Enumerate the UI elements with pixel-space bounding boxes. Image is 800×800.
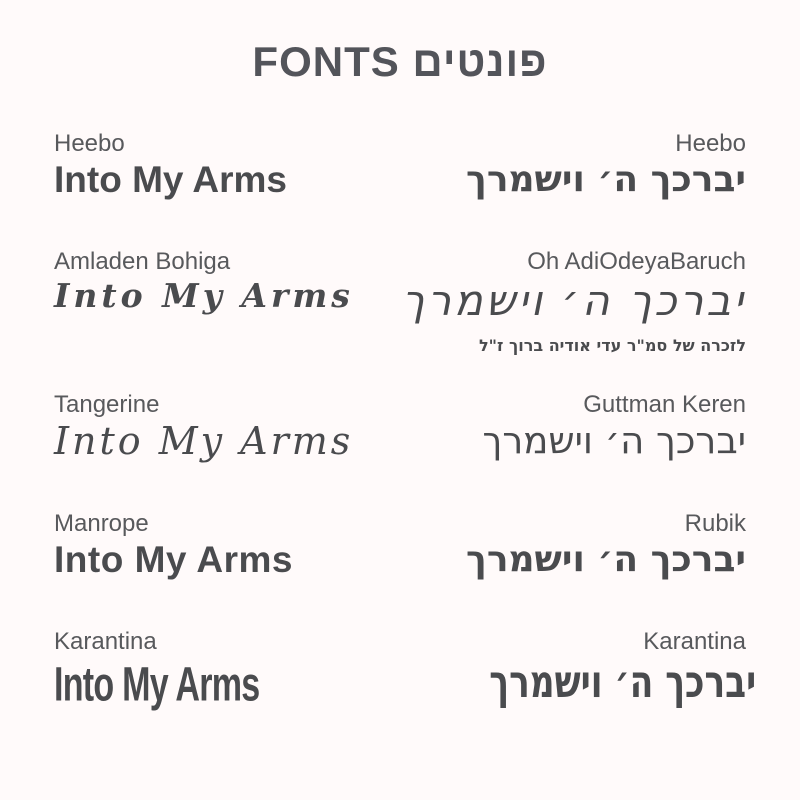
page-title: FONTS פונטים (252, 38, 548, 85)
font-sample-text: יברכך ה׳ וישמרך (482, 418, 746, 462)
font-sample-heebo-latin (54, 130, 287, 202)
font-row-tangerine-guttman (54, 391, 746, 464)
font-sample-manrope (54, 510, 293, 582)
font-name-label: Guttman Keren (583, 390, 746, 418)
font-sample-text: Into My Arms (54, 538, 293, 580)
font-row-manrope-rubik (54, 510, 746, 582)
font-sample-text: Into My Arms (54, 418, 354, 463)
font-name-label: Manrope (54, 510, 149, 538)
font-name-label: Karantina (54, 628, 157, 656)
font-sample-tangerine (54, 391, 353, 464)
font-sample-text: Into My Arms (54, 275, 354, 315)
font-sample-amladen-bohiga (54, 248, 354, 315)
font-name-label: Heebo (675, 130, 746, 157)
font-name-label: Amladen Bohiga (54, 247, 231, 275)
memorial-caption: לזכרה של סמ"ר עדי אודיה ברוך ז"ל (479, 335, 746, 355)
font-name-label: Karantina (643, 628, 746, 656)
font-sample-heebo-hebrew (466, 130, 746, 201)
font-sample-text: יברכך ה׳ וישמרך (466, 158, 746, 200)
font-sample-rubik (466, 510, 746, 581)
font-sample-text: יברכך ה׳ וישמרך (401, 275, 746, 325)
font-sample-guttman-keren (482, 391, 746, 463)
font-sample-text: יברכך ה׳ וישמרך (489, 655, 757, 708)
font-sample-text: Into My Arms (54, 656, 260, 711)
font-name-label: Tangerine (54, 390, 160, 418)
font-rows (54, 130, 757, 711)
font-sample-text: יברכך ה׳ וישמרך (466, 538, 746, 580)
font-row-script (54, 248, 746, 355)
font-row-heebo (54, 130, 746, 202)
font-sample-oh-adiodeyabaruch (401, 247, 746, 355)
font-sample-karantina-latin (54, 628, 332, 711)
font-name-label: Oh AdiOdeyaBaruch (527, 247, 746, 275)
font-name-label: Heebo (54, 130, 125, 157)
font-sample-karantina-hebrew (414, 628, 757, 708)
font-name-label: Rubik (684, 510, 746, 538)
font-sample-text: Into My Arms (54, 158, 287, 200)
font-row-karantina (54, 628, 757, 711)
